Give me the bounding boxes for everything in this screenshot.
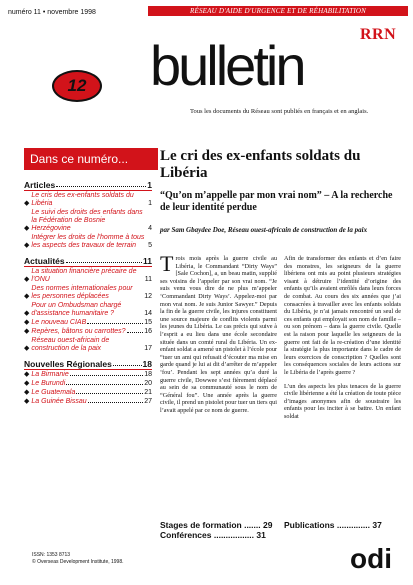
toc-heading: Dans ce numéro... xyxy=(24,148,158,170)
toc-item-page: 14 xyxy=(144,310,152,317)
toc-item[interactable] xyxy=(24,328,152,336)
drop-cap: T xyxy=(160,251,174,276)
odi-logo: odi xyxy=(350,543,392,574)
toc-item-page: 18 xyxy=(144,371,152,378)
network-banner: RÉSEAU D'AIDE D'URGENCE ET DE RÉHABILITATION xyxy=(148,6,408,16)
toc-item-label: Intégrer les droits de l'homme à tous les aspects des travaux de terrain xyxy=(31,234,145,249)
table-of-contents xyxy=(24,174,152,406)
toc-item[interactable] xyxy=(24,192,152,208)
toc-item-label: La Guinée Bissau xyxy=(31,398,87,405)
toc-item[interactable] xyxy=(24,268,152,284)
toc-section-page: 18 xyxy=(142,359,152,369)
toc-item[interactable] xyxy=(24,389,152,397)
dot-leader xyxy=(70,375,143,376)
toc-section[interactable] xyxy=(24,359,152,369)
toc-item-page: 11 xyxy=(144,276,152,283)
diamond-bullet-icon: ◆ xyxy=(24,380,30,387)
toc-item-label: Pour un Ombudsman chargé d'assistance humanitaire ? xyxy=(31,302,122,317)
diamond-bullet-icon: ◆ xyxy=(24,310,30,317)
toc-item-page: 1 xyxy=(148,200,152,207)
toc-item-page: 12 xyxy=(144,293,152,300)
diamond-bullet-icon: ◆ xyxy=(24,319,30,326)
dot-leader xyxy=(113,359,142,366)
footer-link-publications[interactable]: Publications .............. 37 xyxy=(284,520,382,530)
article-column-1 xyxy=(160,251,277,414)
toc-item-label: Le cris des ex-enfants soldats du Libéria xyxy=(31,192,134,207)
col1-text: rois mois après la guerre civile au Libéria, le Commandant “Dirty Ways” [Sale Cochon], a, un beau matin, supplié ses voisins de l’appeler par son vrai nom. “Je suis venu vous dire de ne plus m’appeler ‘Commandant Dirty Ways’. Appelez-moi par mon vrai nom. Je suis Junior Sawyer.” Depuis la fin de la guerre civile, les injures constituent une source majeure de conflits violents parmi les jeunes du Libéria. Le cas précis qui suive à l’esprit a eu lieu dans une école secondaire située dans un comté rural du Libéria. Un ex-enfant soldat a amené un pistolet à l’école pour “tuer un ami qui refusait d’écouter ma mise en garde quand je lui ai dit d’arrêter de m’appeler ‘fou’. Pendant les sept années qu’a duré la guerre civile, Dowwee s’est fièrement déplacé au sein de sa communauté sous le nom de “Général fou”. Une année après la guerre civile, il prend un pistolet pour tuer un tiers qui l’avait appelé par ce nom de guerre. xyxy=(160,255,277,414)
toc-item-label: Le Guatemala xyxy=(31,389,76,396)
toc-section-title: Articles xyxy=(24,180,56,190)
toc-section[interactable] xyxy=(24,180,152,190)
diamond-bullet-icon: ◆ xyxy=(24,225,30,232)
toc-item-page: 16 xyxy=(144,328,152,335)
toc-item-label: La situation financière précaire de l'ONU xyxy=(31,268,137,283)
issn: ISSN: 1353 8713 xyxy=(32,552,71,558)
toc-item-page: 15 xyxy=(144,319,152,326)
diamond-bullet-icon: ◆ xyxy=(24,200,30,207)
dot-leader xyxy=(88,402,144,403)
toc-item[interactable] xyxy=(24,209,152,233)
toc-section-items xyxy=(24,266,152,353)
diamond-bullet-icon: ◆ xyxy=(24,328,30,335)
diamond-bullet-icon: ◆ xyxy=(24,389,30,396)
toc-item[interactable] xyxy=(24,285,152,301)
dot-leader xyxy=(127,332,144,333)
toc-item[interactable] xyxy=(24,371,152,379)
toc-item-label: Le suivi des droits des enfants dans la Fédération de Bosnie Herzégovine xyxy=(31,209,143,232)
toc-item-label: La Birmanie xyxy=(31,371,69,378)
issn-block xyxy=(32,552,124,566)
diamond-bullet-icon: ◆ xyxy=(24,398,30,405)
toc-item[interactable] xyxy=(24,337,152,353)
issue-number: 12 xyxy=(67,76,87,95)
toc-item[interactable] xyxy=(24,398,152,406)
toc-item-label: Le nouveau CIAB xyxy=(31,319,87,326)
toc-item[interactable] xyxy=(24,319,152,327)
tagline: Tous les documents du Réseau sont publiés en français et en anglais. xyxy=(190,108,369,115)
dot-leader xyxy=(87,323,143,324)
toc-item-page: 17 xyxy=(144,345,152,352)
article-column-2 xyxy=(284,255,401,420)
col2-para-2: L’un des aspects les plus tenaces de la guerre civile libérienne a été la création de toute pièce d’images anonymes afin de soustraire les enfants pour les inciter à se battre. Un enfant soldat xyxy=(284,382,401,420)
toc-item[interactable] xyxy=(24,234,152,250)
copyright: © Overseas Development Institute, 1998. xyxy=(32,559,124,565)
toc-item-label: Repères, bâtons ou carrottes? xyxy=(31,328,126,335)
toc-item-label: Des normes internationales pour les personnes déplacées xyxy=(31,285,133,300)
issue-meta: numéro 11 • novembre 1998 xyxy=(8,9,96,16)
footer-link-stages[interactable]: Stages de formation ....... 29 xyxy=(160,520,273,530)
toc-item-page: 5 xyxy=(148,242,152,249)
masthead-title: bulletin xyxy=(150,34,304,97)
article-byline: par Sam Gbaydee Doe, Réseau ouest-africain de construction de la paix xyxy=(160,226,368,234)
toc-section[interactable] xyxy=(24,256,152,266)
toc-section-title: Actualités xyxy=(24,256,65,266)
toc-item-page: 20 xyxy=(144,380,152,387)
toc-section-page: 1 xyxy=(147,180,152,190)
diamond-bullet-icon: ◆ xyxy=(24,345,30,352)
dot-leader xyxy=(66,384,143,385)
issue-badge xyxy=(52,70,102,102)
article-subtitle: “Qu’on m’appelle par mon vrai nom” – A la recherche de leur identité perdue xyxy=(160,190,393,213)
dot-leader xyxy=(56,180,146,187)
dot-leader xyxy=(76,393,143,394)
diamond-bullet-icon: ◆ xyxy=(24,276,30,283)
toc-item-label: Le Burundi xyxy=(31,380,66,387)
toc-item-page: 21 xyxy=(144,389,152,396)
col2-para-1: Afin de transformer des enfants et d’en faire des monstres, les seigneurs de la guerre libériens ont mis au point plusieurs stratégies visant à détruire l’identité d’origine des enfants qu’ils avaient enrôlés dans leurs forces de combat. Au cours des six années que j’ai consacrées à travailler avec les enfants soldats du Libéria, je n’ai jamais rencontré un seul de ces enfants qui employait son nom de famille – ou son prénom – dans la guerre civile. Quelle est la raison pour laquelle les seigneurs de la guerre ont fait de la re-création d’une identité la stratégie la plus importante dans le cadre de leurs exercices de conscription ? Quelles sont les conséquences sociales de leurs actions sur le Libéria de l’après guerre ? xyxy=(284,255,401,376)
diamond-bullet-icon: ◆ xyxy=(24,293,30,300)
toc-item[interactable] xyxy=(24,302,152,318)
diamond-bullet-icon: ◆ xyxy=(24,371,30,378)
toc-item-label: Réseau ouest-africain de construction de la paix xyxy=(31,337,110,352)
toc-item-page: 27 xyxy=(144,398,152,405)
toc-section-items xyxy=(24,190,152,250)
toc-item[interactable] xyxy=(24,380,152,388)
toc-item-page: 4 xyxy=(148,225,152,232)
dot-leader xyxy=(66,256,142,263)
brand-rrn: RRN xyxy=(360,26,397,43)
article-title: Le cri des ex-enfants soldats du Libéria xyxy=(160,148,361,181)
footer-link-conferences[interactable]: Conférences ................. 31 xyxy=(160,530,266,540)
toc-section-items xyxy=(24,369,152,406)
toc-section-title: Nouvelles Régionales xyxy=(24,359,112,369)
diamond-bullet-icon: ◆ xyxy=(24,242,30,249)
toc-section-page: 11 xyxy=(143,256,152,266)
